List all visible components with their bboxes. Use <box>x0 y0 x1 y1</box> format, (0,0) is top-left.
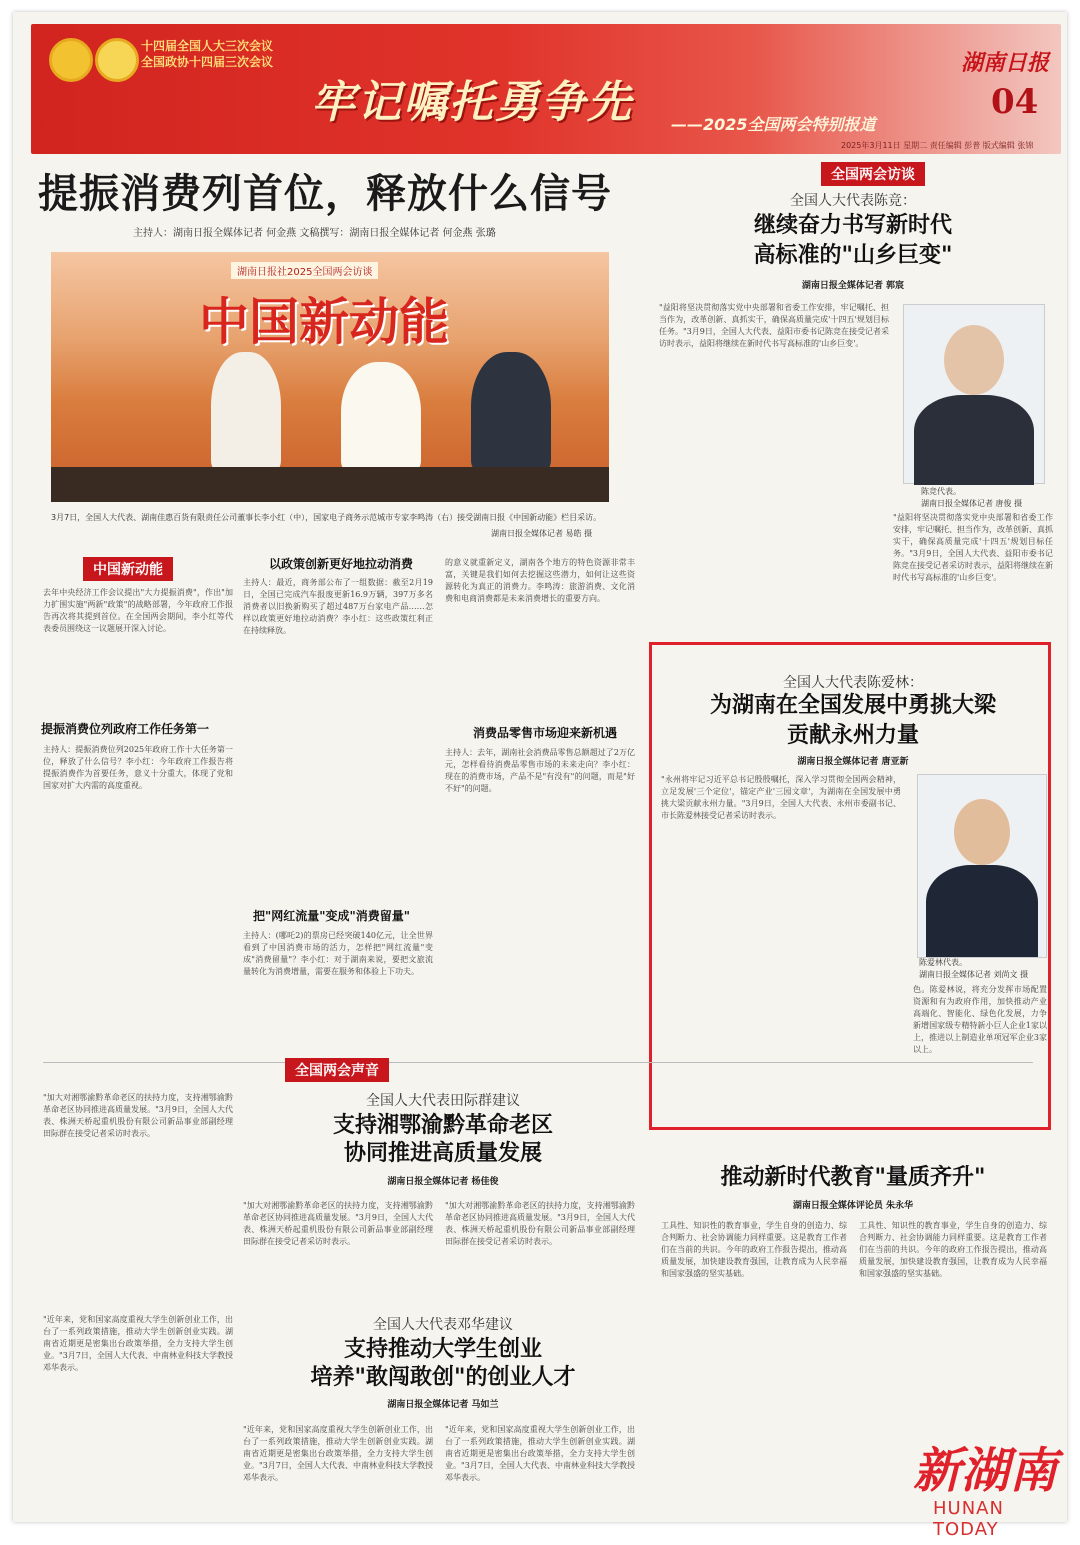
interview2-title-line2: 贡献永州力量 <box>786 722 919 748</box>
national-emblem-icon <box>49 38 93 82</box>
interview2-title-line1: 为湖南在全国发展中勇挑大梁 <box>709 692 996 718</box>
watermark-logo: 新湖南 <box>913 1443 1058 1499</box>
voice1-title-line2: 协同推进高质量发展 <box>343 1140 542 1166</box>
interview2-photo-name: 陈爱林代表。 <box>919 958 967 967</box>
newspaper-page <box>13 12 1067 1540</box>
section-tag-interview: 全国两会访谈 <box>821 162 925 186</box>
voice1-body-left: "加大对湘鄂渝黔革命老区的扶持力度，支持湘鄂渝黔革命老区协同推进高质量发展。"3月9日，全国人大代表、株洲天桥起重机股份有限公司新品事业部副经理田际群在接受记者采访时表示。 <box>43 1093 233 1138</box>
commentary-body-left: 工具性、知识性的教育事业，学生自身的创造力、综合判断力、社会协调能力同样重要。这是教育工作者们在当前的共识。今年的政府工作报告提出，推动高质量发展，加快建设教育强国，让教育成为人民幸福和国家强盛的坚实基础。 <box>661 1221 847 1278</box>
guest-figure-center <box>341 362 421 472</box>
mid-heading-policy: 以政策创新更好地拉动消费 <box>269 557 414 571</box>
section-divider <box>43 1062 1033 1063</box>
interview2-photo-credit: 湖南日报全媒体记者 刘尚文 摄 <box>919 970 1029 979</box>
interview-photo <box>51 252 609 502</box>
interview1-title-line1: 继续奋力书写新时代 <box>753 212 952 238</box>
cppcc-emblem-icon <box>95 38 139 82</box>
main-headline: 提振消费列首位，释放什么信号 <box>38 171 612 217</box>
voice2-body-right: "近年来，党和国家高度重视大学生创新创业工作，出台了一系列政策措施，推动大学生创新创业实践。湖南省近期更是密集出台政策举措，全力支持大学生创业。"3月7日，全国人大代表、中南林业科技大学教授邓华表示。 <box>445 1425 635 1482</box>
mid-body-text-1: 主持人：最近，商务部公布了一组数据：截至2月19日，全国已完成汽车报废更新16.9万辆，397万多名消费者以旧换新购买了超过487万台家电产品……怎样以政策更好地拉动消费？李小红：这些政策红利正在持续释放。 <box>243 578 433 635</box>
photo-credit: 湖南日报全媒体记者 易皓 摄 <box>491 529 593 538</box>
voice1-author: 湖南日报全媒体记者 杨佳俊 <box>387 1177 499 1187</box>
interview2-body-right: 色。陈爱林说，将充分发挥市场配置资源和有为政府作用，加快推动产业高端化、智能化、绿色化发展，力争新增国家级专精特新小巨人企业1家以上，推进以上制造业单项冠军企业3家以上。 <box>913 985 1047 1054</box>
interview1-title-line2: 高标准的"山乡巨变" <box>753 242 953 268</box>
voice1-body-mid: "加大对湘鄂渝黔革命老区的扶持力度，支持湘鄂渝黔革命老区协同推进高质量发展。"3月9日，全国人大代表、株洲天桥起重机股份有限公司新品事业部副经理田际群在接受记者采访时表示。 <box>243 1201 433 1246</box>
chen-ailin-portrait <box>917 774 1047 958</box>
photo-caption: 3月7日，全国人大代表、湖南佳惠百货有限责任公司董事长李小红（中），国家电子商务示范城市专家李鸣涛（右）接受湖南日报《中国新动能》栏目采访。 <box>51 513 602 522</box>
mid-heading-traffic: 把"网红流量"变成"消费留量" <box>253 909 411 923</box>
portrait-suit <box>914 395 1034 485</box>
interview1-sub: 全国人大代表陈竞： <box>790 193 916 209</box>
section-tag-new-momentum: 中国新动能 <box>83 557 173 581</box>
commentary-author: 湖南日报全媒体评论员 朱永华 <box>792 1201 914 1211</box>
interview2-author: 湖南日报全媒体记者 唐亚新 <box>797 757 909 767</box>
session-lines <box>141 38 273 70</box>
commentary-body-right: 工具性、知识性的教育事业，学生自身的创造力、综合判断力、社会协调能力同样重要。这是教育工作者们在当前的共识。今年的政府工作报告提出，推动高质量发展，加快建设教育强国，让教育成为人民幸福和国家强盛的坚实基础。 <box>859 1221 1047 1278</box>
photo-show-title: 中国新动能 <box>199 293 449 351</box>
main-byline: 主持人：湖南日报全媒体记者 何金燕 文稿撰写：湖南日报全媒体记者 何金燕 张璐 <box>133 228 496 239</box>
voice2-sub: 全国人大代表邓华建议 <box>373 1317 513 1333</box>
rmid-body-text-2: 主持人：去年，湖南社会消费品零售总额超过了2万亿元，怎样看待消费品零售市场的未来走向？李小红：现在的消费市场，产品不是"有没有"的问题，而是"好不好"的问题。 <box>445 748 635 793</box>
rmid-heading-retail: 消费品零售市场迎来新机遇 <box>473 726 618 740</box>
interview1-photo-name: 陈竞代表。 <box>921 487 961 496</box>
voice1-sub: 全国人大代表田际群建议 <box>366 1093 520 1109</box>
voice2-author: 湖南日报全媒体记者 马如兰 <box>387 1400 499 1410</box>
interview2-sub: 全国人大代表陈爱林： <box>783 675 923 691</box>
interview1-body: "益阳将坚决贯彻落实党中央部署和省委工作安排，牢记嘱托、担当作为，改革创新、真抓实干，确保高质量完成'十四五'规划目标任务。"3月9日，全国人大代表、益阳市委书记陈竞在接受记者采访时表示，益阳将继续在新时代书写高标准的'山乡巨变'。 <box>659 303 889 348</box>
voice1-body-right: "加大对湘鄂渝黔革命老区的扶持力度，支持湘鄂渝黔革命老区协同推进高质量发展。"3月9日，全国人大代表、株洲天桥起重机股份有限公司新品事业部副经理田际群在接受记者采访时表示。 <box>445 1201 635 1246</box>
commentary-title: 推动新时代教育"量质齐升" <box>720 1164 986 1190</box>
session-line-cppcc: 全国政协十四届三次会议 <box>141 55 274 69</box>
portrait-face <box>954 799 1010 865</box>
interview1-photo-credit: 湖南日报全媒体记者 唐俊 摄 <box>921 499 1023 508</box>
chen-jing-portrait <box>903 304 1045 484</box>
left-body-text: 主持人：提振消费位列2025年政府工作十大任务第一位，释放了什么信号？李小红：今年政府工作报告将提振消费作为首要任务，意义十分重大，体现了党和国家对扩大内需的高度重视。 <box>43 745 233 790</box>
mid-body-text-2: 主持人：(哪吒2)的票房已经突破140亿元，让全世界看到了中国消费市场的活力，怎样把"网红流量"变成"消费留量"？李小红：对于湖南来说，要把文旅流量转化为消费增量，需要在服务和体验上下功夫。 <box>243 931 433 976</box>
voice2-title-line2: 培养"敢闯敢创"的创业人才 <box>310 1364 576 1390</box>
studio-desk <box>51 467 609 502</box>
portrait-suit <box>926 865 1038 957</box>
rmid-body-text-1: 的意义就重新定义，湖南各个地方的特色资源非常丰富，关键是我们如何去挖掘这些潜力，如何让这些资源转化为真正的消费力。李鸣涛：旅游消费、文化消费和电商消费都是未来消费增长的重要方向。 <box>445 558 635 603</box>
voice1-title-line1: 支持湘鄂渝黔革命老区 <box>332 1112 553 1138</box>
portrait-face <box>944 325 1004 395</box>
interview1-author: 湖南日报全媒体记者 郭宸 <box>801 281 905 291</box>
banner-special-report: ——2025全国两会特别报道 <box>671 115 876 134</box>
left-intro-text: 去年中央经济工作会议提出"大力提振消费"，作出"加力扩围实施"两新"政策"的战略部署，今年政府工作报告再次将其提到首位。在全国两会期间，李小红等代表委员围绕这一议题展开深入讨论。 <box>43 588 233 633</box>
voice2-body-left: "近年来，党和国家高度重视大学生创新创业工作，出台了一系列政策措施，推动大学生创新创业实践。湖南省近期更是密集出台政策举措，全力支持大学生创业。"3月7日，全国人大代表、中南林业科技大学教授邓华表示。 <box>43 1315 233 1372</box>
voice2-body-mid: "近年来，党和国家高度重视大学生创新创业工作，出台了一系列政策措施，推动大学生创新创业实践。湖南省近期更是密集出台政策举措，全力支持大学生创业。"3月7日，全国人大代表、中南林业科技大学教授邓华表示。 <box>243 1425 433 1482</box>
banner-slogan: 牢记嘱托勇争先 <box>311 77 633 128</box>
date-line: 2025年3月11日 星期二 责任编辑 彭普 版式编辑 张锦 <box>841 141 1034 150</box>
page-banner <box>31 24 1061 154</box>
page-number: 04 <box>991 82 1039 122</box>
voice2-title-line1: 支持推动大学生创业 <box>343 1336 542 1362</box>
watermark-english: HUNAN TODAY <box>933 1498 1004 1540</box>
interview1-body-right: "益阳将坚决贯彻落实党中央部署和省委工作安排，牢记嘱托、担当作为，改革创新、真抓实干，确保高质量完成'十四五'规划目标任务。"3月9日，全国人大代表、益阳市委书记陈竞在接受记者采访时表示，益阳将继续在新时代书写高标准的'山乡巨变'。 <box>893 513 1053 582</box>
section-tag-voice: 全国两会声音 <box>285 1058 389 1082</box>
newspaper-logo: 湖南日报 <box>961 50 1050 76</box>
host-figure <box>211 352 281 472</box>
left-subheading: 提振消费位列政府工作任务第一 <box>41 722 210 736</box>
photo-program-tag: 湖南日报社2025全国两会访谈 <box>231 262 378 279</box>
interview2-body: "永州将牢记习近平总书记殷殷嘱托，深入学习贯彻全国两会精神，立足发展'三个定位'，锚定产业'三园文章'，为湖南在全国发展中勇挑大梁贡献永州力量。"3月9日，全国人大代表、永州市委副书记、市长陈爱林接受记者采访时表示。 <box>661 775 901 820</box>
guest-figure-right <box>471 352 551 472</box>
session-line-npc: 十四届全国人大三次会议 <box>141 39 274 53</box>
